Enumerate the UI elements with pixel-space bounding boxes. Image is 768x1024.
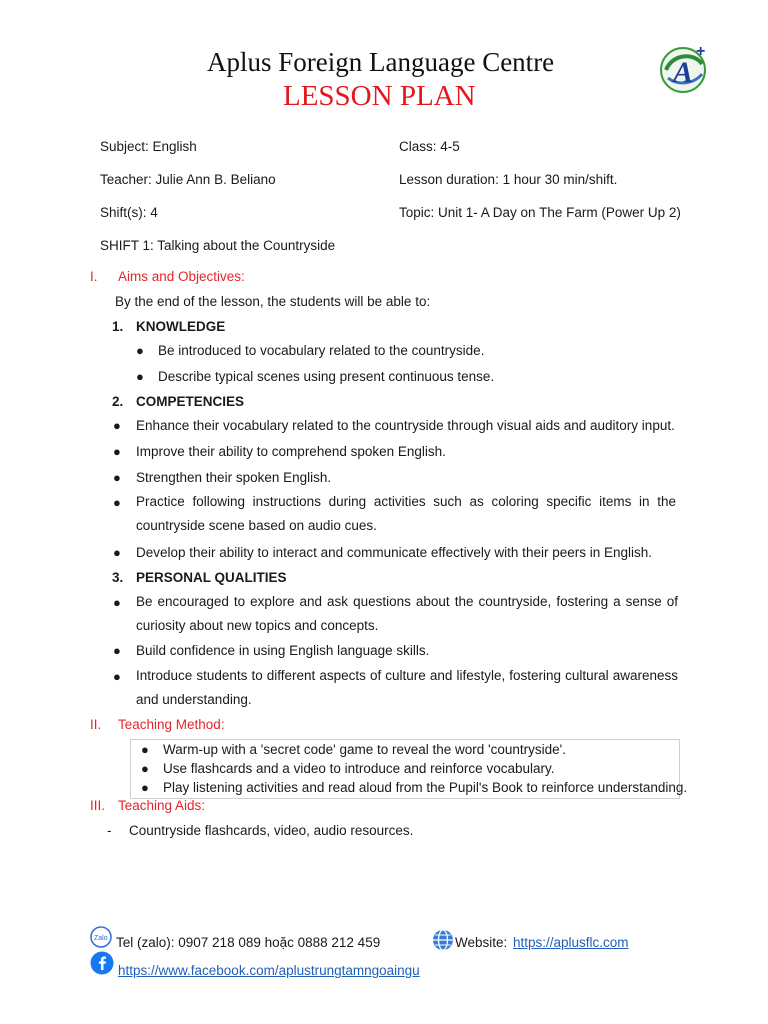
list-item: Develop their ability to interact and communicate effectively with their peers in English.: [136, 545, 653, 560]
section-heading-aids: Teaching Aids:: [118, 798, 206, 813]
bullet-icon: ●: [136, 369, 144, 384]
section-heading-aims: Aims and Objectives:: [118, 269, 245, 284]
teaching-method-box: [130, 739, 688, 799]
teacher-line: Teacher: Julie Ann B. Beliano: [100, 172, 276, 187]
list-item: Use flashcards and a video to introduce and reinforce vocabulary.: [163, 761, 555, 776]
list-item: Describe typical scenes using present continuous tense.: [158, 369, 495, 384]
subsection-number: 1.: [112, 319, 124, 334]
website-label: Website:: [455, 935, 508, 950]
bullet-icon: ●: [113, 418, 121, 433]
tel-line: Tel (zalo): 0907 218 089 hoặc 0888 212 459: [116, 935, 381, 950]
dash-marker: -: [107, 823, 112, 838]
list-item: Practice following instructions during activities such as coloring specific items in the countryside scene based on audio cues.: [136, 494, 676, 533]
duration-line: Lesson duration: 1 hour 30 min/shift.: [399, 172, 618, 187]
list-item: Countryside flashcards, video, audio resources.: [129, 823, 414, 838]
section-numeral: I.: [90, 269, 98, 284]
list-item: Play listening activities and read aloud from the Pupil's Book to reinforce understanding.: [163, 780, 688, 795]
list-item: Be introduced to vocabulary related to the countryside.: [158, 343, 485, 358]
section-numeral: III.: [90, 798, 106, 813]
list-item: Strengthen their spoken English.: [136, 470, 332, 485]
bullet-icon: ●: [113, 643, 121, 658]
bullet-icon: ●: [113, 669, 121, 684]
subsection-number: 2.: [112, 394, 124, 409]
bullet-icon: ●: [113, 470, 121, 485]
list-item: Warm-up with a 'secret code' game to reveal the word 'countryside'.: [163, 742, 566, 757]
subsection-number: 3.: [112, 570, 124, 585]
document-title: LESSON PLAN: [283, 80, 476, 112]
zalo-icon: [90, 926, 112, 948]
shift-title: SHIFT 1: Talking about the Countryside: [100, 238, 336, 253]
shifts-line: Shift(s): 4: [100, 205, 158, 220]
subsection-heading-competencies: COMPETENCIES: [136, 394, 245, 409]
website-link[interactable]: https://aplusflc.com: [513, 935, 629, 950]
list-item: Enhance their vocabulary related to the countryside through visual aids and auditory input.: [136, 418, 675, 433]
centre-name: Aplus Foreign Language Centre: [207, 47, 555, 77]
list-item: Improve their ability to comprehend spoken English.: [136, 444, 446, 459]
bullet-icon: ●: [113, 545, 121, 560]
list-item: Be encouraged to explore and ask questions about the countryside, fostering a sense of curiosity about new topics and concepts.: [136, 594, 678, 633]
list-item: Introduce students to different aspects of culture and lifestyle, fostering cultural awareness and understanding.: [136, 668, 678, 707]
list-item: Build confidence in using English language skills.: [136, 643, 430, 658]
subsection-heading-qualities: PERSONAL QUALITIES: [136, 570, 287, 585]
logo-letter: A: [673, 56, 694, 89]
class-line: Class: 4-5: [399, 139, 460, 154]
zalo-icon-text: Zalo: [94, 935, 108, 942]
bullet-icon: ●: [141, 742, 149, 757]
subject-line: Subject: English: [100, 139, 197, 154]
logo-plus: +: [696, 43, 706, 60]
bullet-icon: ●: [141, 780, 149, 795]
bullet-icon: ●: [113, 444, 121, 459]
subsection-heading-knowledge: KNOWLEDGE: [136, 319, 226, 334]
bullet-icon: ●: [113, 595, 121, 610]
aplus-logo-icon: [656, 40, 712, 96]
aims-intro: By the end of the lesson, the students will be able to:: [115, 294, 431, 309]
bullet-icon: ●: [136, 343, 144, 358]
globe-icon: [432, 929, 454, 951]
facebook-link[interactable]: https://www.facebook.com/aplustrungtamngoaingu: [118, 963, 420, 978]
section-heading-method: Teaching Method:: [118, 717, 225, 732]
section-numeral: II.: [90, 717, 102, 732]
facebook-icon: [90, 951, 114, 975]
topic-line: Topic: Unit 1- A Day on The Farm (Power Up 2): [399, 205, 681, 220]
bullet-icon: ●: [113, 495, 121, 510]
bullet-icon: ●: [141, 761, 149, 776]
